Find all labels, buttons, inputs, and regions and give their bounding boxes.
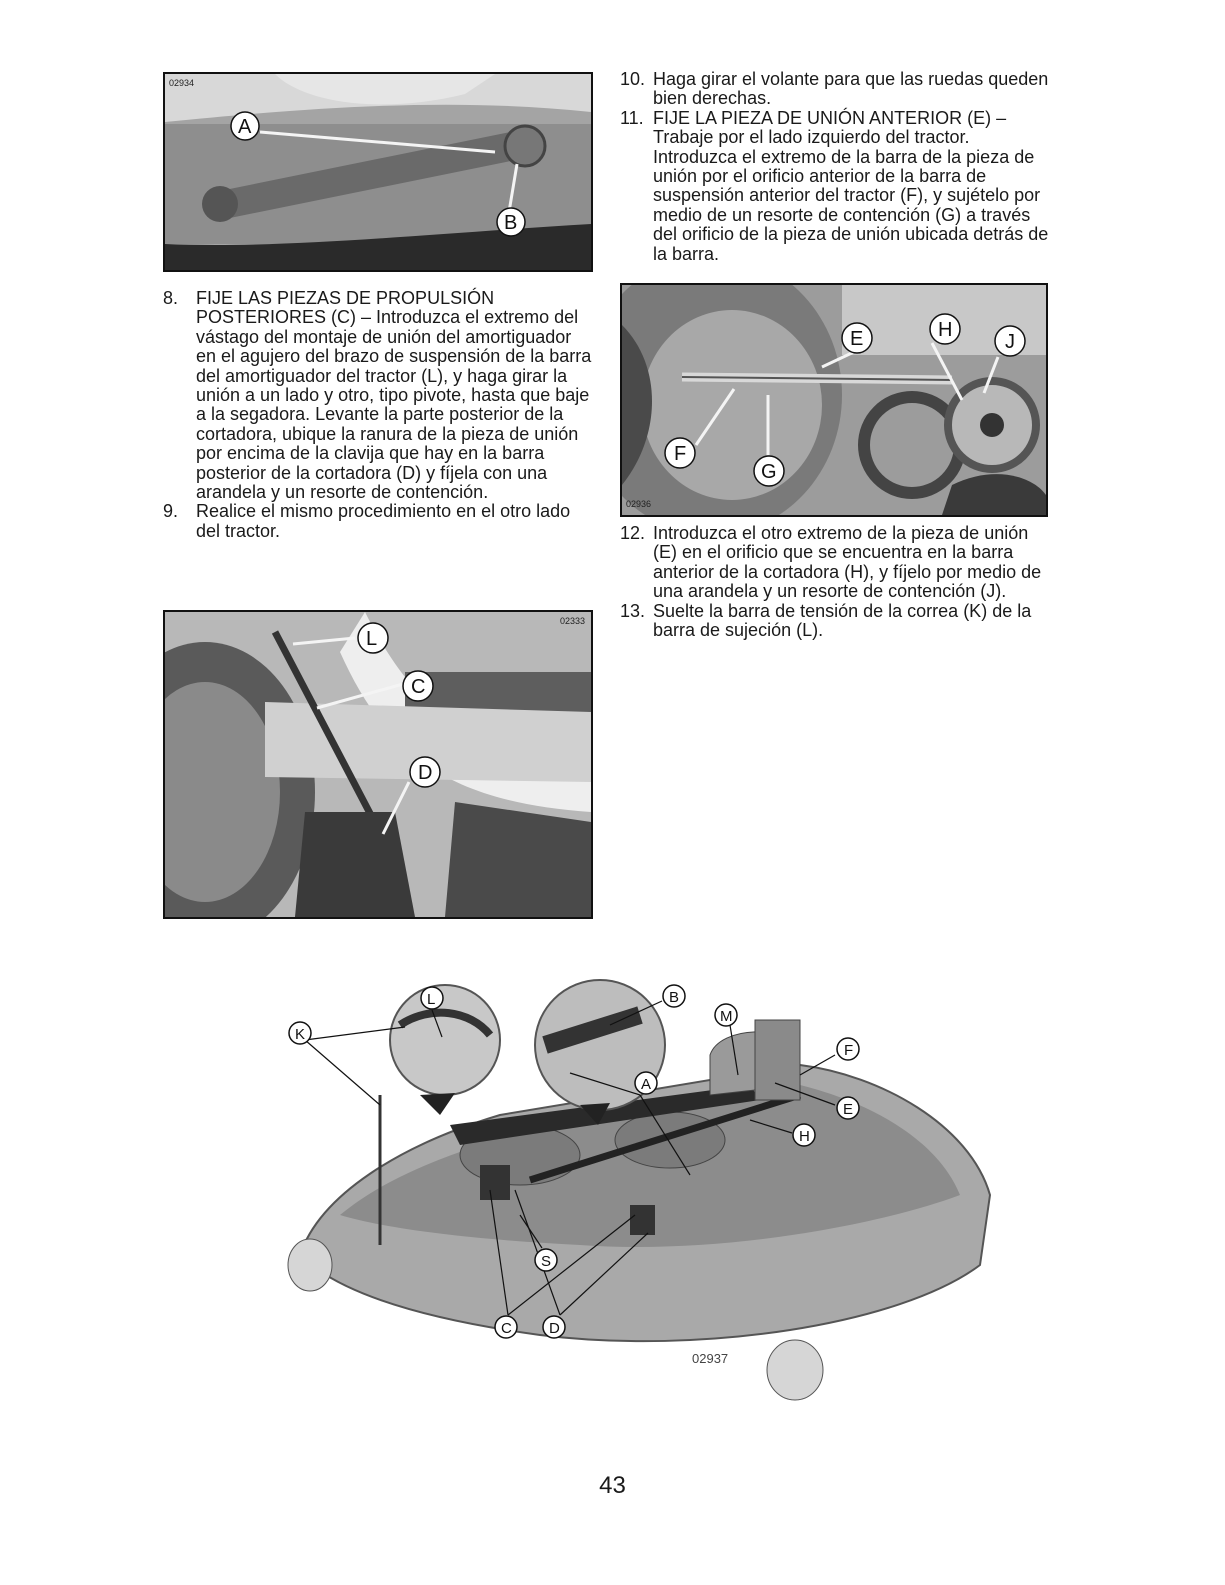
deck-callout-h: H [799,1128,810,1145]
photo-rear-linkage-image [165,612,591,917]
step-text: Introduzca el otro extremo de la pieza de unión (E) en el orificio que se encuentra en la barra anterior de la cortadora (H), y fíjelo por medio de una arandela y un resorte de contención (J). [653,523,1042,602]
step-item [620,602,1050,641]
photo-code: 02333 [560,616,586,626]
step-number: 13. [620,600,646,621]
step-number: 9. [163,501,179,522]
deck-callout-l: L [427,991,436,1008]
step-text: FIJE LA PIEZA DE UNIÓN ANTERIOR (E) – Trabaje por el lado izquierdo del tractor. Introduzca el extremo de la barra de la pieza de unión por el orificio anterior de la barra de suspensión anterior del tractor (F), y sujételo por medio de un resorte de contención (G) a través del orificio de la pieza de unión ubicada detrás de la barra. [653,107,1049,264]
step-item [163,502,593,541]
step-number: 11. [620,107,644,128]
callout-l: L [366,628,378,650]
callout-f: F [674,443,687,465]
instruction-list-right-top [620,70,1050,264]
step-item [620,70,1050,109]
photo-rear-linkage-l-c-d [163,610,593,919]
step-text: FIJE LAS PIEZAS DE PROPULSIÓN POSTERIORES (C) – Introduzca el extremo del vástago del montaje de unión del amortiguador en el agujero del brazo de suspensión de la barra del amortiguador del tractor (L), y haga girar la unión a un lado y otro, tipo pivote, hasta que baje a la segadora. Levante la parte posterior de la cortadora, ubique la ranura de la pieza de unión por encima de la clavija que hay en la barra posterior de la cortadora (D) y fíjela con una arandela y un resorte de contención. [196,288,592,503]
photo-front-linkage-a-b [163,72,593,272]
step-item [620,524,1050,602]
callout-a: A [238,116,252,138]
step-text: Haga girar el volante para que las ruedas queden bien derechas. [653,69,1049,109]
callout-j: J [1005,331,1015,353]
photo-front-link-image [622,285,1046,515]
photo-code: 02934 [169,78,195,88]
deck-callout-b: B [669,989,680,1006]
step-number: 8. [163,288,179,308]
photo-front-linkage-image [165,74,591,270]
callout-d: D [418,762,433,784]
mower-deck-diagram [280,965,1000,1405]
deck-callout-e: E [843,1101,854,1118]
step-number: 12. [620,523,646,543]
callout-c: C [411,676,426,698]
instruction-list-right-bottom [620,524,1050,640]
step-item [620,109,1050,264]
callout-g: G [761,461,777,483]
deck-callout-c: C [501,1320,512,1337]
deck-callout-m: M [720,1008,733,1025]
deck-callout-k: K [295,1026,306,1043]
page-number: 43 [599,1472,626,1499]
step-text: Realice el mismo procedimiento en el otro lado del tractor. [196,501,571,541]
deck-callout-f: F [844,1042,854,1059]
deck-callout-s: S [541,1253,552,1270]
step-text: Suelte la barra de tensión de la correa (K) de la barra de sujeción (L). [653,600,1032,641]
deck-callout-a: A [641,1076,652,1093]
photo-code: 02936 [626,499,652,509]
diagram-code: 02937 [692,1351,729,1366]
photo-front-link-e-h-j-f-g [620,283,1048,517]
callout-h: H [938,319,953,341]
callout-e: E [850,328,864,350]
deck-callout-d: D [549,1320,560,1337]
step-item [163,289,593,502]
instruction-list-left [163,289,593,541]
step-number: 10. [620,69,646,89]
callout-b: B [504,212,518,234]
